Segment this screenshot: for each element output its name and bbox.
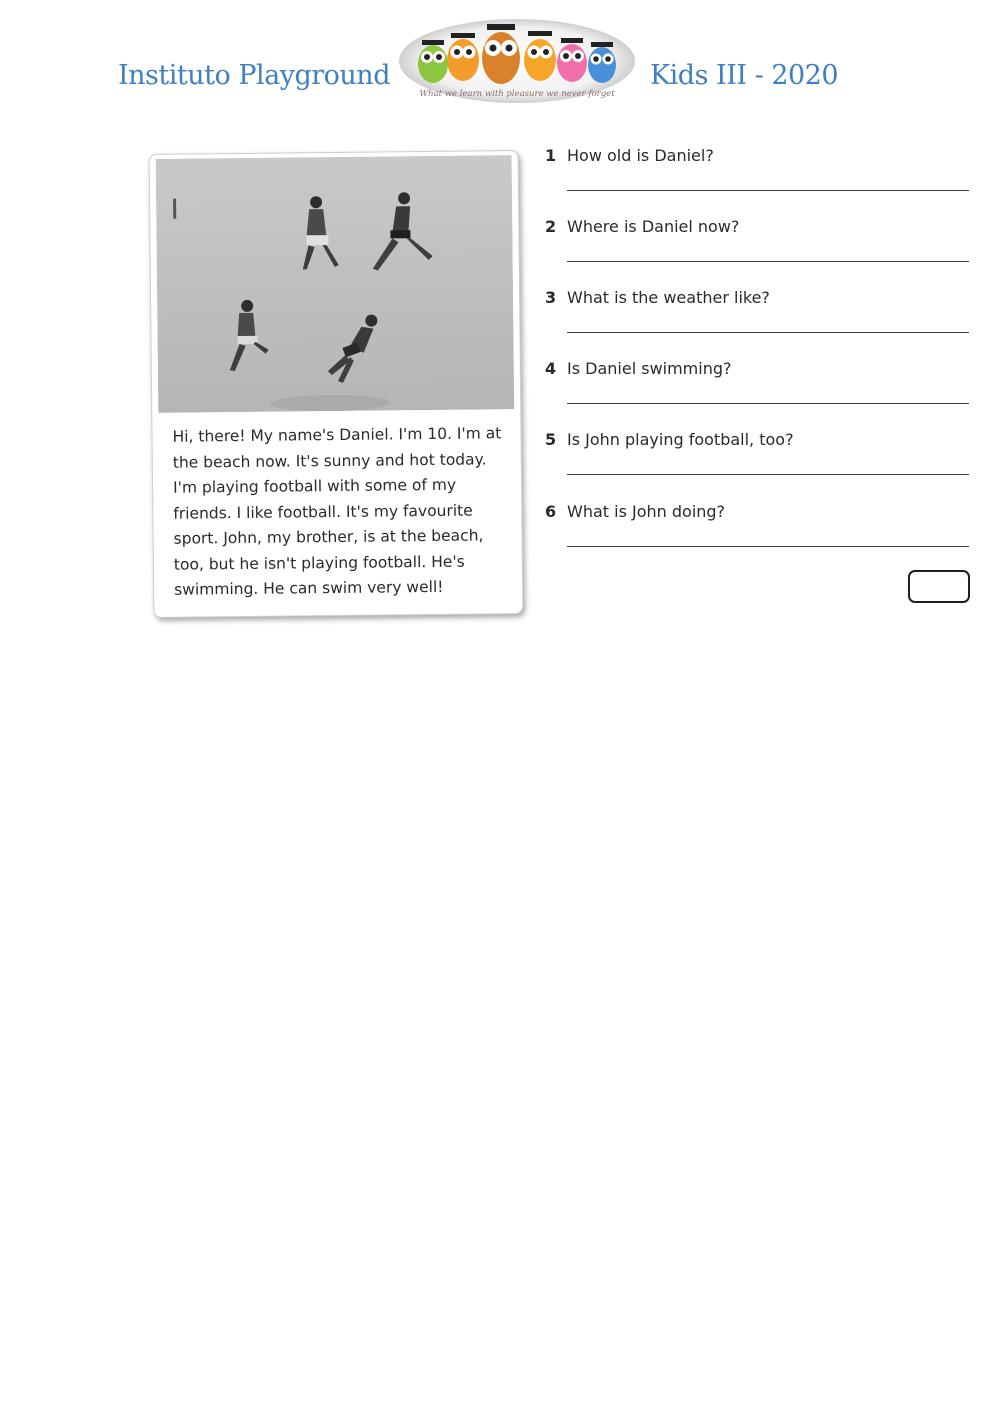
question-number: 4 [545, 359, 557, 378]
reading-card [149, 150, 524, 618]
question-4 [545, 359, 975, 419]
header-school-name: Instituto Playground [118, 60, 390, 91]
answer-line-4[interactable] [567, 403, 969, 404]
logo-tagline: What we learn with pleasure we never forget [419, 89, 615, 99]
question-text: Is John playing football, too? [567, 430, 794, 449]
question-text: Is Daniel swimming? [567, 359, 732, 378]
answer-line-5[interactable] [567, 474, 969, 475]
answer-line-1[interactable] [567, 190, 969, 191]
owl-logo-icon [397, 14, 637, 104]
reading-passage: Hi, there! My name's Daniel. I'm 10. I'm at the beach now. It's sunny and hot today. I'm playing football with some of my friends. I like football. It's my favourite sport. John, my brother, is at the beach, too, but he isn't playing football. He's swimming. He can swim very well! [172, 424, 502, 599]
question-text: Where is Daniel now? [567, 217, 740, 236]
beach-football-photo-icon [156, 155, 515, 413]
answer-line-2[interactable] [567, 261, 969, 262]
header-class-year: Kids III - 2020 [650, 60, 839, 91]
question-6 [545, 502, 975, 562]
question-text: How old is Daniel? [567, 146, 714, 165]
question-number: 3 [545, 288, 557, 307]
question-text: What is John doing? [567, 502, 726, 521]
question-number: 6 [545, 502, 557, 521]
question-number: 1 [545, 146, 557, 165]
question-1 [545, 146, 975, 206]
answer-line-6[interactable] [567, 546, 969, 547]
question-number: 2 [545, 217, 557, 236]
answer-line-3[interactable] [567, 332, 969, 333]
question-text: What is the weather like? [567, 288, 770, 307]
score-box[interactable] [908, 570, 970, 603]
question-number: 5 [545, 430, 557, 449]
question-2 [545, 217, 975, 277]
question-5 [545, 430, 975, 490]
question-3 [545, 288, 975, 348]
